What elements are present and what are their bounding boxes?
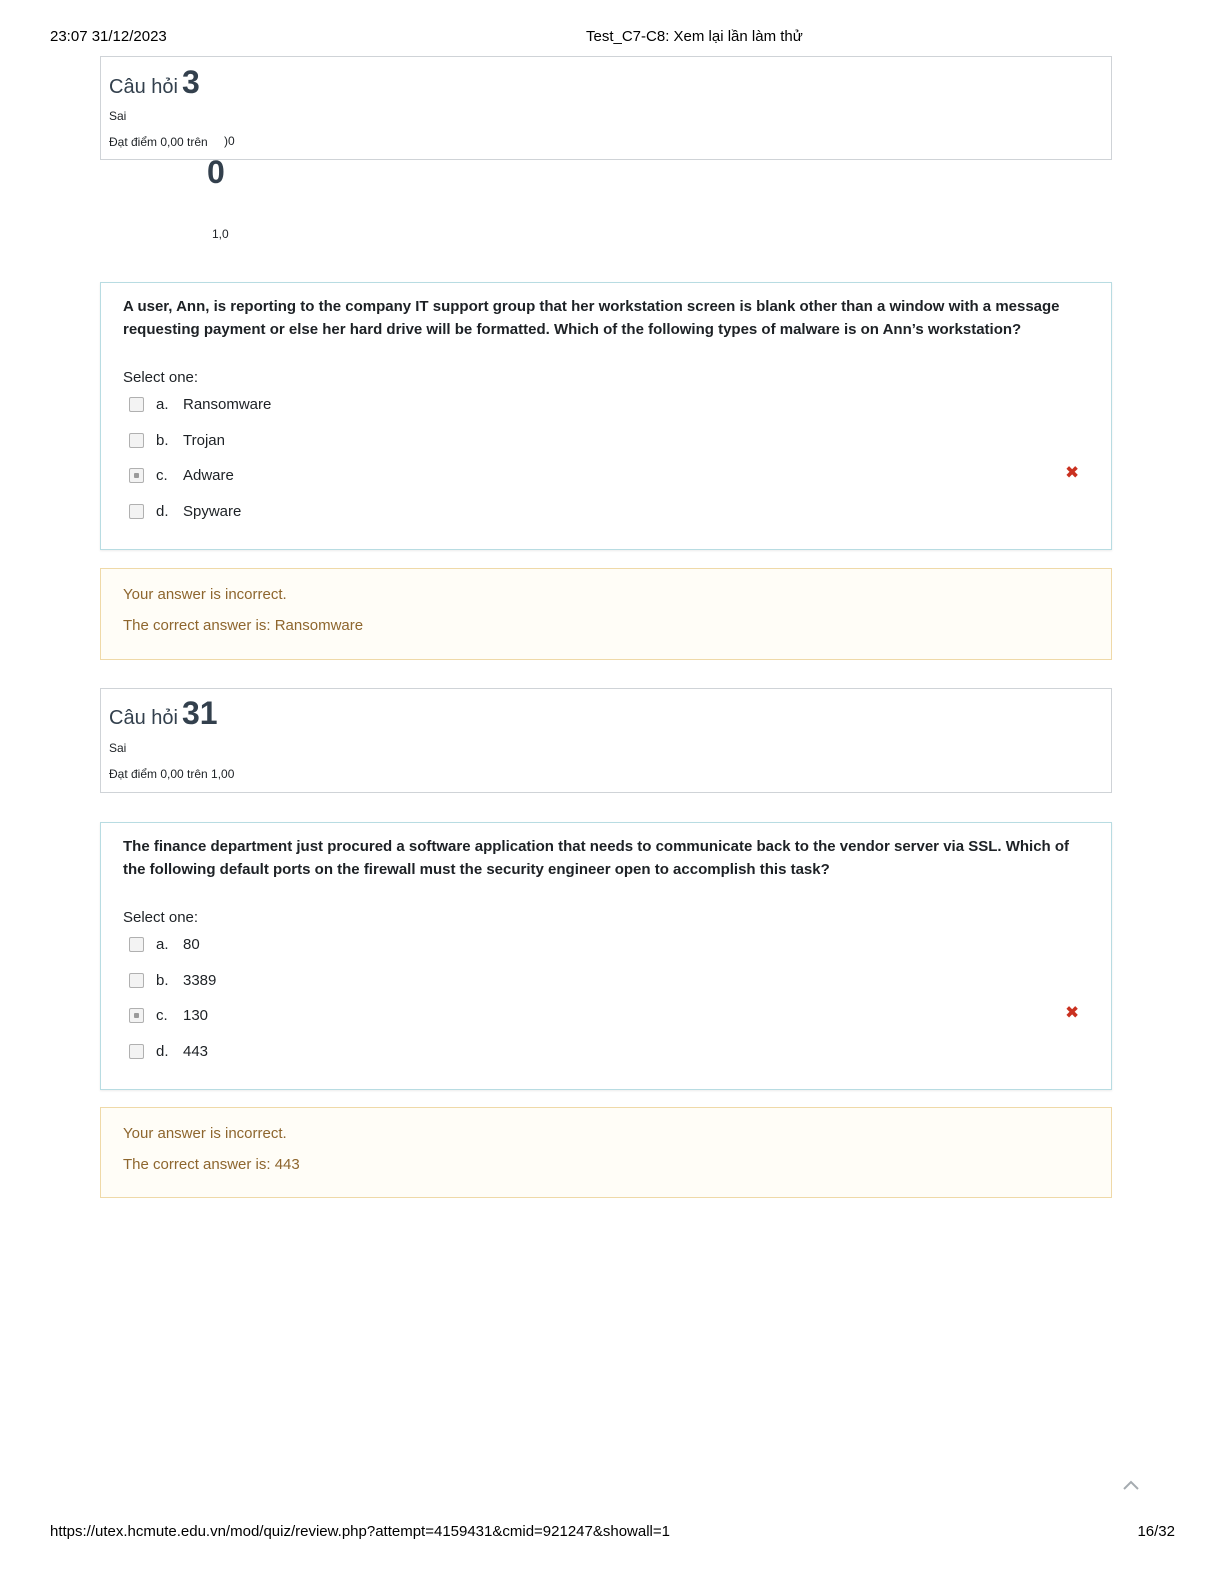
- option-text: Spyware: [183, 503, 242, 520]
- grade-clipped-tail: )0: [224, 134, 235, 148]
- answer-option-b[interactable]: [129, 970, 729, 992]
- print-title: Test_C7-C8: Xem lại lần làm thử: [586, 28, 803, 45]
- question-label: Câu hỏi: [109, 707, 178, 729]
- grade-overflow: 1,0: [212, 227, 229, 241]
- option-letter: a.: [156, 936, 169, 953]
- question-number: 3: [181, 64, 200, 100]
- radio-button[interactable]: [129, 504, 144, 519]
- radio-button[interactable]: [129, 397, 144, 412]
- question-text: A user, Ann, is reporting to the company IT support group that her workstation screen is blank other than a window with a message requesting payment or else her hard drive will be formatted. Which of the following types of malware is on Ann’s workstation?: [123, 298, 1060, 338]
- answer-option-a[interactable]: [129, 394, 729, 416]
- option-letter: c.: [156, 1007, 168, 1024]
- print-header: [50, 28, 1175, 48]
- option-text: 130: [183, 1007, 209, 1024]
- answer-option-b[interactable]: [129, 430, 729, 452]
- print-page-number: 16/32: [1137, 1523, 1175, 1540]
- question-info-30: [100, 56, 1112, 160]
- answer-option-c[interactable]: [129, 465, 729, 487]
- question-number: 31: [181, 695, 218, 731]
- print-datetime: 23:07 31/12/2023: [50, 28, 167, 45]
- option-text: 3389: [183, 972, 217, 989]
- option-letter: c.: [156, 467, 168, 484]
- incorrect-x-icon: ✖: [1065, 1003, 1080, 1022]
- question-grade: Đạt điểm 0,00 trên 1,00: [109, 767, 235, 781]
- print-url: https://utex.hcmute.edu.vn/mod/quiz/review.php?attempt=4159431&cmid=921247&showall=1: [50, 1523, 670, 1540]
- question-info-31: [100, 688, 1112, 793]
- radio-button[interactable]: [129, 937, 144, 952]
- question-label: Câu hỏi: [109, 76, 178, 98]
- option-letter: b.: [156, 972, 169, 989]
- question-formulation-30: [100, 282, 1112, 550]
- feedback-correct-answer: The correct answer is: Ransomware: [123, 617, 364, 634]
- select-one-prompt: Select one:: [123, 909, 199, 926]
- option-text: Ransomware: [183, 396, 272, 413]
- question-title: [109, 695, 218, 732]
- question-state: Sai: [109, 109, 127, 123]
- option-text: 80: [183, 936, 200, 953]
- option-letter: d.: [156, 1043, 169, 1060]
- select-one-prompt: Select one:: [123, 369, 199, 386]
- option-letter: b.: [156, 432, 169, 449]
- feedback-correct-answer: The correct answer is: 443: [123, 1156, 300, 1173]
- feedback-31: [100, 1107, 1112, 1198]
- radio-button[interactable]: [129, 973, 144, 988]
- option-text: Trojan: [183, 432, 225, 449]
- option-letter: d.: [156, 503, 169, 520]
- answer-option-d[interactable]: [129, 1041, 729, 1063]
- option-text: 443: [183, 1043, 209, 1060]
- answer-option-a[interactable]: [129, 934, 729, 956]
- radio-button-selected[interactable]: [129, 1008, 144, 1023]
- question-grade: Đạt điểm 0,00 trên: [109, 135, 208, 149]
- print-footer: [50, 1523, 1175, 1543]
- radio-button-selected[interactable]: [129, 468, 144, 483]
- incorrect-x-icon: ✖: [1065, 463, 1080, 482]
- answer-option-d[interactable]: [129, 501, 729, 523]
- question-formulation-31: [100, 822, 1112, 1090]
- feedback-incorrect: Your answer is incorrect.: [123, 586, 287, 603]
- feedback-30: [100, 568, 1112, 660]
- question-number-overflow: 0: [207, 154, 225, 190]
- radio-button[interactable]: [129, 1044, 144, 1059]
- answer-option-c[interactable]: [129, 1005, 729, 1027]
- option-text: Adware: [183, 467, 234, 484]
- feedback-incorrect: Your answer is incorrect.: [123, 1125, 287, 1142]
- question-state: Sai: [109, 741, 127, 755]
- question-title: [109, 64, 200, 101]
- option-letter: a.: [156, 396, 169, 413]
- question-text: The finance department just procured a software application that needs to communicate back to the vendor server via SSL. Which of the following default ports on the firewall must the security engineer open to accomplish this task?: [123, 838, 1070, 878]
- radio-button[interactable]: [129, 433, 144, 448]
- chevron-up-icon[interactable]: [1121, 1475, 1141, 1495]
